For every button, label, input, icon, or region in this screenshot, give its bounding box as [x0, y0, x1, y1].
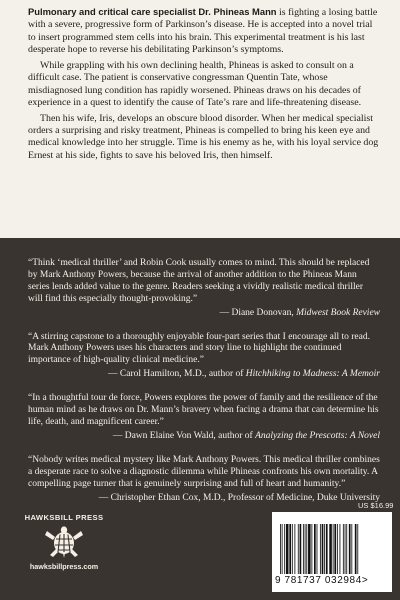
review-source-title: Midwest Book Review — [296, 307, 380, 318]
barcode-bar — [292, 524, 293, 574]
barcode-bar — [333, 524, 334, 574]
barcode-bar — [311, 524, 312, 574]
barcode-bar — [286, 524, 289, 574]
review-source-title: Hitchhiking to Madness: A Memoir — [245, 369, 380, 380]
barcode-bar — [337, 524, 338, 574]
review-attribution — [28, 308, 380, 320]
barcode-bar — [294, 524, 295, 574]
synopsis — [28, 6, 380, 165]
barcode-bar — [322, 524, 324, 574]
review — [28, 332, 380, 382]
isbn-digits: 9 781737 032984 — [275, 575, 362, 586]
barcode-bar — [289, 524, 291, 574]
barcode-bar — [306, 524, 307, 574]
barcode-bar — [298, 524, 299, 574]
barcode-bar — [282, 524, 283, 574]
isbn-barcode — [272, 512, 392, 592]
review-quote: “A stirring capstone to a thoroughly enjoyable four-part series that I encourage all to read. Mark Anthony Powers uses his characters and story line to highlight the continued importance of high-quality clinical medicine.” — [28, 331, 370, 366]
price-label: US $16.99 — [358, 501, 394, 510]
review-attribution — [28, 493, 380, 505]
barcode-bar — [340, 524, 341, 574]
barcode-bar — [343, 524, 344, 574]
barcode-bar — [351, 524, 352, 574]
review — [28, 455, 380, 505]
barcode-bar — [308, 524, 311, 574]
barcode-bar — [324, 524, 325, 574]
review-attribution-prefix: — Carol Hamilton, M.D., author of — [108, 369, 246, 380]
review-quote: “In a thoughtful tour de force, Powers explores the power of family and the resilience of the human mind as he draws on Dr. Mann’s bravery when facing a drama that can determine his life, death, and magnificent career.” — [28, 393, 379, 427]
synopsis-paragraph-1 — [28, 6, 380, 57]
review-attribution-prefix: — Christopher Ethan Cox, M.D., Professor of Medicine, Duke University — [98, 492, 380, 503]
barcode-bar — [345, 524, 346, 574]
review-quote: “Think ‘medical thriller’ and Robin Cook usually comes to mind. This should be replaced by Mark Anthony Powers, because the arrival of another addition to the Phineas Mann series lends added value to the genre. Readers seeking a vividly realistic medical thriller will find this especially thought-provoking.” — [28, 258, 370, 304]
review-attribution — [28, 431, 380, 443]
publisher-name: HAWKSBILL PRESS — [24, 513, 104, 522]
isbn-number — [275, 575, 389, 586]
barcode-bar — [349, 524, 351, 574]
review-quote: “Nobody writes medical mystery like Mark Anthony Powers. This medical thriller combines a desperate race to solve a diagnostic dilemma while Phineas confronts his own mortality. A compelling page turner that is genuinely surprising and full of heart and humanity.” — [28, 454, 380, 489]
review-list — [28, 258, 380, 516]
review — [28, 258, 380, 320]
barcode-bar — [357, 524, 358, 574]
barcode-bar — [303, 524, 304, 574]
barcode-bar — [314, 524, 316, 574]
synopsis-lead: Pulmonary and critical care specialist Dr. Phineas Mann — [28, 6, 277, 17]
barcode-bar — [300, 524, 302, 574]
barcode-bar — [320, 524, 321, 574]
synopsis-paragraph-3: Then his wife, Iris, develops an obscure blood disorder. When her medical specialist orders a surprising and risky treatment, Phineas is compelled to bring his keen eye and medical knowledge into her struggle. Time is his enemy as he, with his loyal service dog Ernest at his side, fights to save his beloved Iris, then himself. — [28, 112, 379, 161]
barcode-bar — [326, 524, 328, 574]
barcode-bar — [346, 524, 347, 574]
sea-turtle-icon — [44, 525, 84, 559]
barcode-bar — [317, 524, 318, 574]
review — [28, 393, 380, 443]
publisher-url: hawksbillpress.com — [29, 562, 99, 571]
isbn-addon-arrow: > — [361, 575, 369, 586]
review-attribution-prefix: — Dawn Elaine Von Wald, author of — [112, 430, 256, 441]
barcode-bar — [355, 524, 357, 574]
barcode-bar — [284, 524, 285, 574]
synopsis-panel — [0, 0, 400, 238]
publisher-logo — [16, 513, 112, 571]
barcode-bar — [334, 524, 336, 574]
review-attribution — [28, 369, 380, 381]
synopsis-paragraph-1-text: is fighting a losing battle with a severe, progressive form of Parkinson’s disease. He is accepted into a novel trial to insert programmed stem cells into his brain. This experimental treatment is his last desperate hope to reverse his debilitating Parkinson’s symptoms. — [28, 7, 378, 56]
barcode-bar — [305, 524, 306, 574]
barcode-bar — [329, 524, 332, 574]
review-attribution-prefix: — Diane Donovan, — [219, 307, 297, 318]
barcode-bar — [280, 524, 281, 574]
review-source-title: Analyzing the Prescotts: A Novel — [255, 430, 380, 441]
synopsis-paragraph-2: While grappling with his own declining health, Phineas is asked to consult on a difficult case. The patient is conservative congressman Quentin Tate, whose misdiagnosed lung condition has rapidly worsened. Phineas draws on his decades of experience in a quest to identify the cause of Tate’s rare and life-threatening disease. — [28, 59, 362, 109]
barcode-bars — [280, 524, 384, 574]
